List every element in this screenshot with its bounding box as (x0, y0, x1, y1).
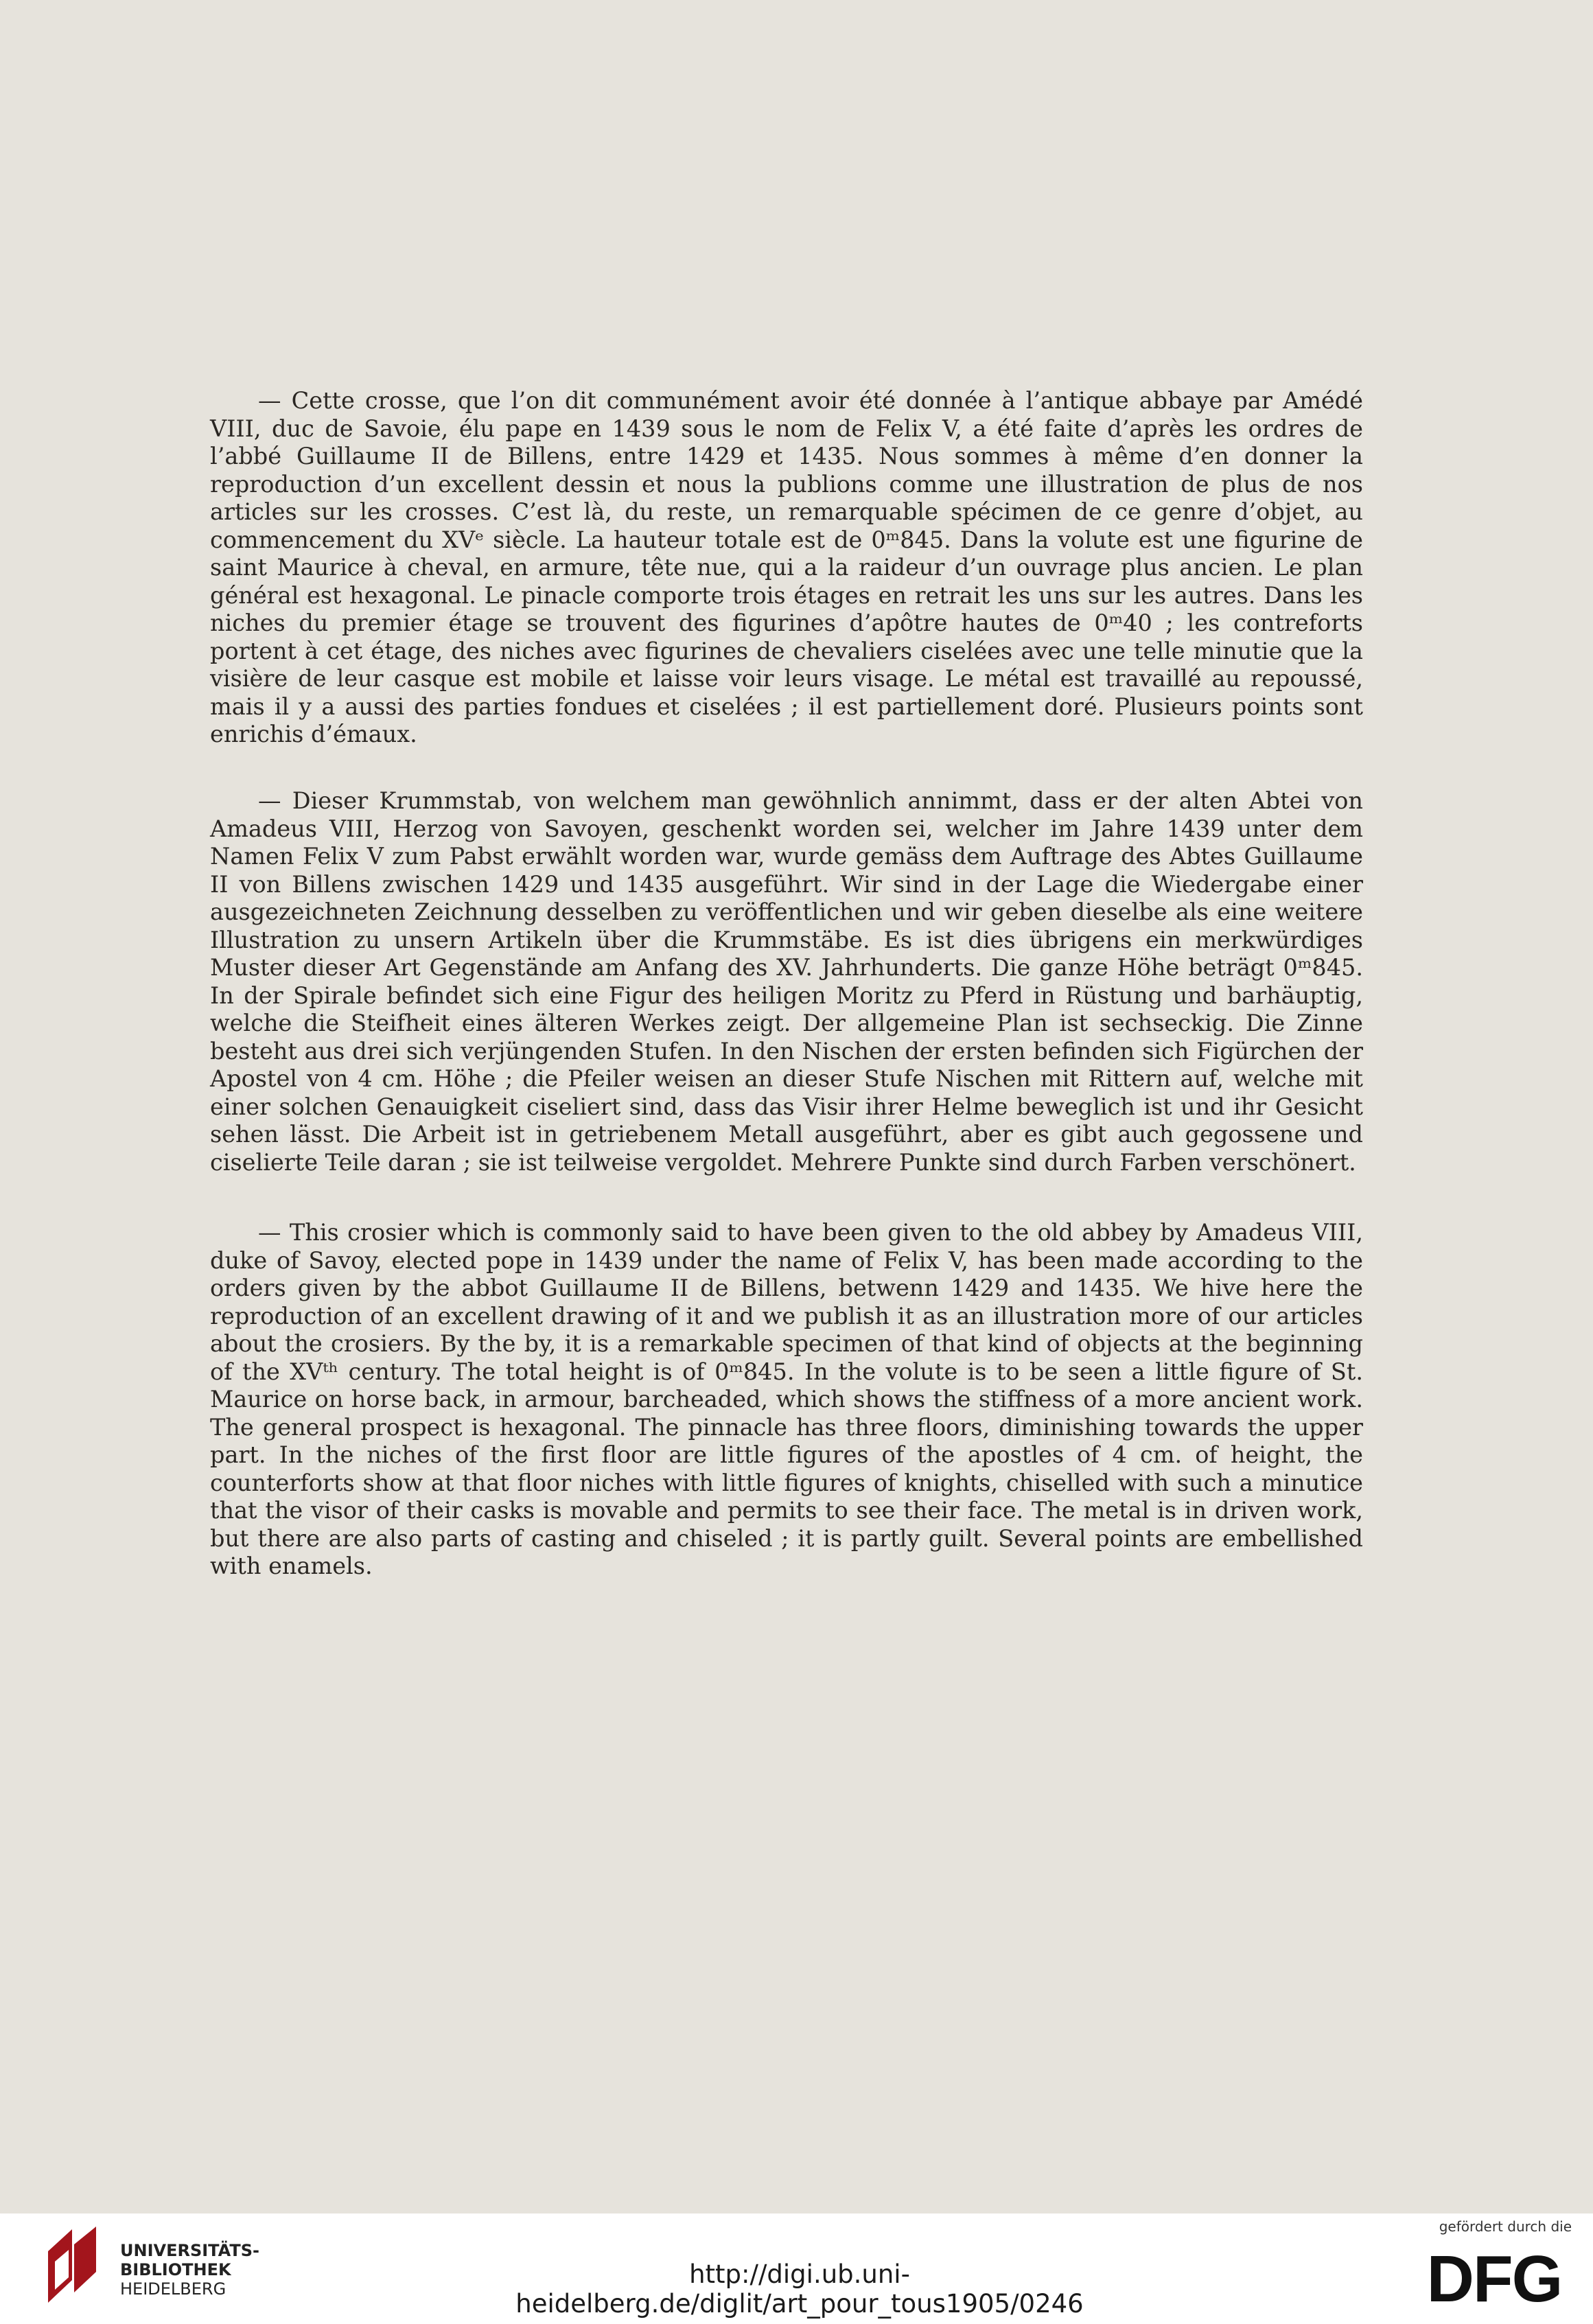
french-paragraph: — Cette crosse, que l’on dit communément avoir été donnée à l’antique abbaye par Amédé VIII, duc de Savoie, élu pape en 1439 sous le nom de Felix V, a été faite d’après les ordres de l’abbé Guillaume II de Billens, entre 1429 et 1435. Nous sommes à même d’en donner la reproduction d’un excellent dessin et nous la publions comme une illustration de plus de nos articles sur les crosses. C’est là, du reste, un remarquable spécimen de ce genre d’objet, au commencement du XVᵉ siècle. La hauteur totale est de 0ᵐ845. Dans la volute est une figurine de saint Maurice à cheval, en armure, tête nue, qui a la raideur d’un ouvrage plus ancien. Le plan général est hexagonal. Le pinacle comporte trois étages en retrait les uns sur les autres. Dans les niches du premier étage se trouvent des figurines d’apôtre hautes de 0ᵐ40 ; les contreforts portent à cet étage, des niches avec figurines de chevaliers ciselées avec une telle minutie que la visière de leur casque est mobile et laisse voir leurs visage. Le métal est travaillé au repoussé, mais il y a aussi des parties fondues et ciselées ; il est partiellement doré. Plusieurs points sont enrichis d’émaux. (210, 387, 1363, 747)
library-line-2: BIBLIOTHEK (120, 2260, 231, 2279)
english-paragraph: — This crosier which is commonly said to have been given to the old abbey by Amadeus VIII, duke of Savoy, elected pope in 1439 under the name of Felix V, has been made according to the orders given by the abbot Guillaume II de Billens, betwenn 1429 and 1435. We hive here the reproduction of an excellent drawing of it and we publish it as an illustration more of our articles about the crosiers. By the by, it is a remarkable specimen of that kind of objects at the beginning of the XVᵗʰ century. The total height is of 0ᵐ845. In the volute is to be seen a little figure of St. Maurice on horse back, in armour, barcheaded, which shows the stiffness of a more ancient work. The general prospect is hexagonal. The pinnacle has three floors, diminishing towards the upper part. In the niches of the first floor are little figures of the apostles of 4 cm. of height, the counterforts show at that floor niches with little figures of knights, chiselled with such a minutice that the visor of their casks is movable and permits to see their face. The metal is in driven work, but there are also parts of casting and chiseled ; it is partly guilt. Several points are embellished with enamels. (210, 1219, 1363, 1579)
funded-by-label: gefördert durch die (1439, 2218, 1572, 2235)
permalink-url[interactable]: http://digi.ub.uni-heidelberg.de/diglit/art_pour_tous1905/0246 (515, 2259, 1084, 2319)
ub-heidelberg-logo-icon[interactable] (41, 2224, 103, 2310)
german-paragraph: — Dieser Krummstab, von welchem man gewöhnlich annimmt, dass er der alten Abtei von Amadeus VIII, Herzog von Savoyen, geschenkt worden sei, welcher im Jahre 1439 unter dem Namen Felix V zum Pabst erwählt worden war, wurde gemäss dem Auftrage des Abtes Guillaume II von Billens zwischen 1429 und 1435 ausgeführt. Wir sind in der Lage die Wiedergabe einer ausgezeichneten Zeichnung desselben zu veröffentlichen und wir geben dieselbe als eine weitere Illustration zu unsern Artikeln über die Krummstäbe. Es ist dies übrigens ein merkwürdiges Muster dieser Art Gegenstände am Anfang des XV. Jahrhunderts. Die ganze Höhe beträgt 0ᵐ845. In der Spirale befindet sich eine Figur des heiligen Moritz zu Pferd in Rüstung und barhäuptig, welche die Steifheit eines älteren Werkes zeigt. Der allgemeine Plan ist sechseckig. Die Zinne besteht aus drei sich verjüngenden Stufen. In den Nischen der ersten befinden sich Figürchen der Apostel von 4 cm. Höhe ; die Pfeiler weisen an dieser Stufe Nischen mit Rittern auf, welche mit einer solchen Genauigkeit ciseliert sind, dass das Visir ihrer Helme beweglich ist und ihr Gesicht sehen lässt. Die Arbeit ist in getriebenem Metall ausgeführt, aber es gibt auch gegossene und ciselierte Teile daran ; sie ist teilweise vergoldet. Mehrere Punkte sind durch Farben verschönert. (210, 787, 1363, 1176)
dfg-logo-icon[interactable] (1417, 2243, 1572, 2312)
library-name[interactable] (120, 2241, 259, 2299)
library-line-3: HEIDELBERG (120, 2279, 226, 2299)
dfg-logo-text: DFG (1426, 2243, 1562, 2312)
library-line-1: UNIVERSITÄTS- (120, 2241, 260, 2260)
